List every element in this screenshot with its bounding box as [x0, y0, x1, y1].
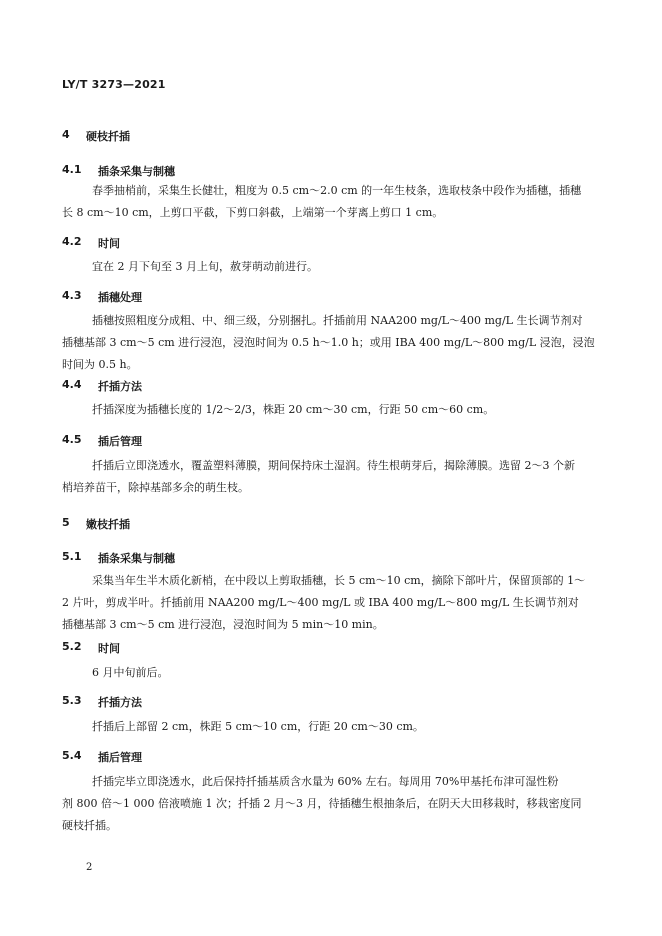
- subsection-number: 5.4: [62, 749, 82, 762]
- section-number: 4: [62, 128, 70, 141]
- paragraph-line: 扦插后上部留 2 cm，株距 5 cm～10 cm，行距 20 cm～30 cm。: [92, 720, 424, 733]
- section-heading-4: [62, 128, 130, 144]
- paragraph-line: 扦插后立即浇透水，覆盖塑料薄膜，期间保持床土湿润。待生根萌芽后，揭除薄膜。选留 2～3 个新: [92, 459, 575, 472]
- subsection-heading-4-1: [62, 163, 175, 179]
- paragraph-5-1: [62, 570, 600, 636]
- paragraph-4-4: [62, 399, 600, 421]
- subsection-title: 时间: [98, 237, 120, 250]
- paragraph-line: 采集当年生半木质化新梢，在中段以上剪取插穗，长 5 cm～10 cm，摘除下部叶片，保留顶部的 1～: [92, 574, 586, 587]
- section-number: 5: [62, 516, 70, 529]
- paragraph-line: 插穗按照粗度分成粗、中、细三级，分别捆扎。扦插前用 NAA200 mg/L～400 mg/L 生长调节剂对: [92, 314, 583, 327]
- subsection-number: 4.4: [62, 378, 82, 391]
- subsection-title: 扦插方法: [98, 696, 142, 709]
- paragraph-line: 剂 800 倍～1 000 倍液喷施 1 次；扦插 2 月～3 月，待插穗生根抽条后，在阴天大田移栽时，移栽密度同: [62, 797, 582, 810]
- subsection-heading-4-3: [62, 289, 142, 305]
- subsection-title: 插穗处理: [98, 291, 142, 304]
- subsection-heading-5-1: [62, 550, 175, 566]
- standard-code: LY/T 3273—2021: [62, 78, 166, 91]
- paragraph-line: 插穗基部 3 cm～5 cm 进行浸泡，浸泡时间为 5 min～10 min。: [62, 618, 384, 631]
- subsection-number: 4.1: [62, 163, 82, 176]
- subsection-heading-5-2: [62, 640, 120, 656]
- subsection-title: 时间: [98, 642, 120, 655]
- paragraph-line: 时间为 0.5 h。: [62, 358, 138, 371]
- paragraph-line: 梢培养苗干，除掉基部多余的萌生枝。: [62, 481, 249, 494]
- paragraph-4-5: [62, 455, 600, 499]
- paragraph-line: 2 片叶，剪成半叶。扦插前用 NAA200 mg/L～400 mg/L 或 IBA 400 mg/L～800 mg/L 生长调节剂对: [62, 596, 579, 609]
- subsection-title: 插条采集与制穗: [98, 165, 175, 178]
- page-number: 2: [86, 862, 93, 873]
- subsection-heading-4-2: [62, 235, 120, 251]
- subsection-heading-5-4: [62, 749, 142, 765]
- paragraph-5-3: [62, 716, 600, 738]
- subsection-title: 扦插方法: [98, 380, 142, 393]
- subsection-title: 插条采集与制穗: [98, 552, 175, 565]
- subsection-number: 5.1: [62, 550, 82, 563]
- paragraph-line: 春季抽梢前，采集生长健壮，粗度为 0.5 cm～2.0 cm 的一年生枝条，选取枝条中段作为插穗，插穗: [92, 184, 582, 197]
- subsection-number: 5.3: [62, 694, 82, 707]
- paragraph-line: 硬枝扦插。: [62, 819, 117, 832]
- paragraph-line: 扦插深度为插穗长度的 1/2～2/3，株距 20 cm～30 cm，行距 50 cm～60 cm。: [92, 403, 495, 416]
- paragraph-line: 长 8 cm～10 cm，上剪口平截，下剪口斜截，上端第一个芽离上剪口 1 cm。: [62, 206, 444, 219]
- paragraph-5-4: [62, 771, 600, 837]
- section-title: 硬枝扦插: [86, 130, 130, 143]
- paragraph-4-3: [62, 310, 600, 376]
- paragraph-line: 6 月中旬前后。: [92, 666, 169, 679]
- paragraph-5-2: [62, 662, 600, 684]
- subsection-heading-4-5: [62, 433, 142, 449]
- subsection-title: 插后管理: [98, 751, 142, 764]
- paragraph-line: 扦插完毕立即浇透水，此后保持扦插基质含水量为 60% 左右。每周用 70%甲基托布津可湿性粉: [92, 775, 559, 788]
- section-heading-5: [62, 516, 130, 532]
- subsection-number: 4.3: [62, 289, 82, 302]
- subsection-number: 4.5: [62, 433, 82, 446]
- paragraph-line: 宜在 2 月下旬至 3 月上旬，赦芽萌动前进行。: [92, 260, 318, 273]
- section-title: 嫩枝扦插: [86, 518, 130, 531]
- subsection-heading-5-3: [62, 694, 142, 710]
- subsection-title: 插后管理: [98, 435, 142, 448]
- paragraph-line: 插穗基部 3 cm～5 cm 进行浸泡，浸泡时间为 0.5 h～1.0 h；或用 IBA 400 mg/L～800 mg/L 浸泡，浸泡: [62, 336, 595, 349]
- subsection-number: 5.2: [62, 640, 82, 653]
- subsection-heading-4-4: [62, 378, 142, 394]
- paragraph-4-2: [62, 256, 600, 278]
- paragraph-4-1: [62, 180, 600, 224]
- subsection-number: 4.2: [62, 235, 82, 248]
